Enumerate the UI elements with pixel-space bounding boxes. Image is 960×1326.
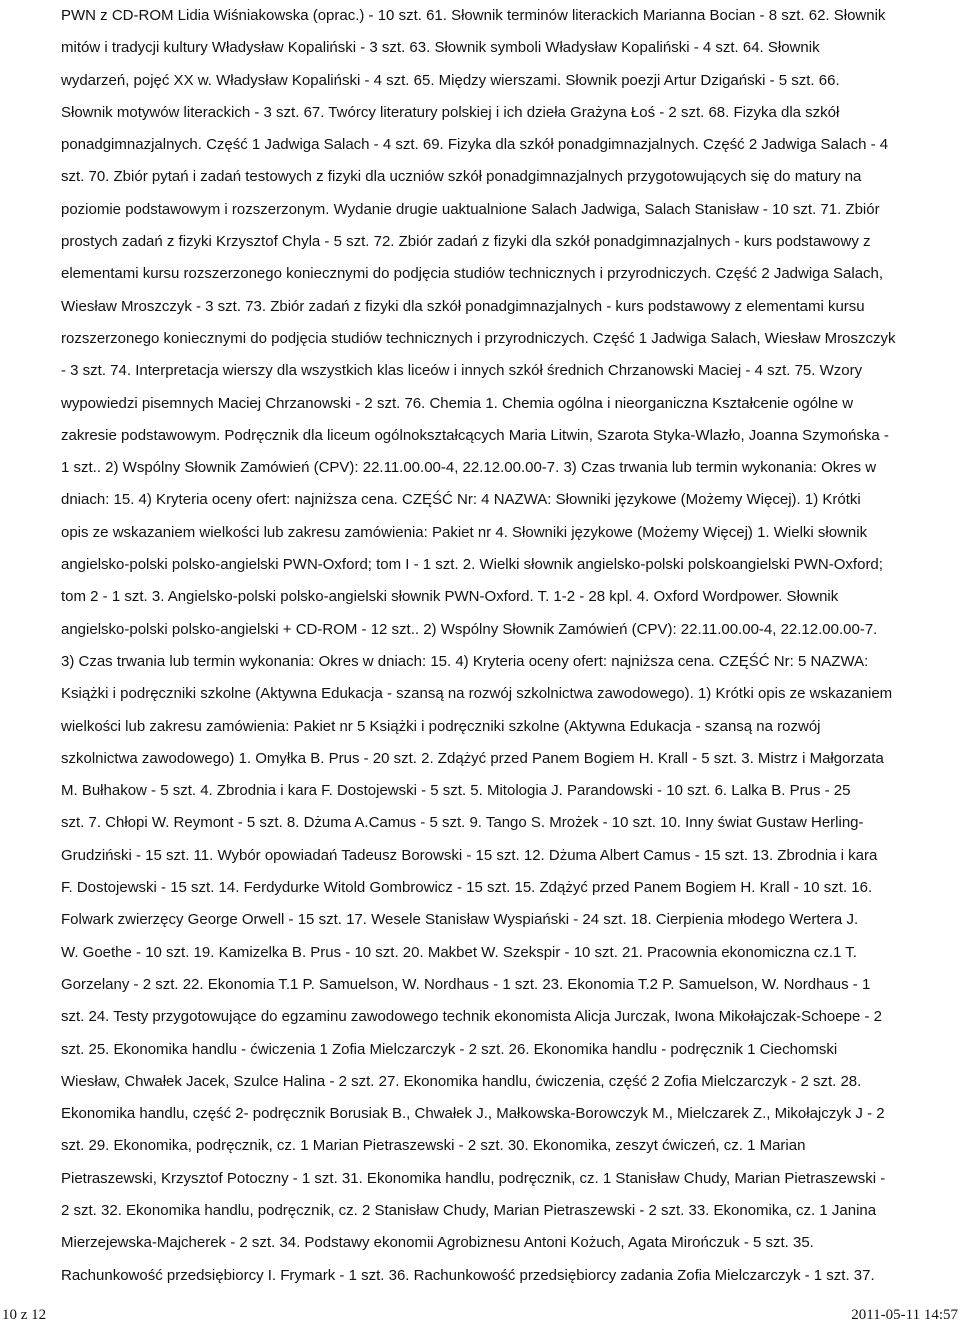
text-line: Mierzejewska-Majcherek - 2 szt. 34. Podstawy ekonomii Agrobiznesu Antoni Kożuch, Agata Mirończuk - 5 szt. 35.	[61, 1234, 814, 1252]
page-number: 10 z 12	[2, 1307, 47, 1323]
text-line: 3) Czas trwania lub termin wykonania: Okres w dniach: 15. 4) Kryteria oceny ofert: najniższa cena. CZĘŚĆ Nr: 5 NAZWA:	[61, 652, 869, 670]
text-line: Ekonomika handlu, część 2- podręcznik Borusiak B., Chwałek J., Małkowska-Borowczyk M., Mielczarek Z., Mikołajczyk J - 2	[61, 1105, 885, 1123]
text-line: M. Bułhakow - 5 szt. 4. Zbrodnia i kara F. Dostojewski - 5 szt. 5. Mitologia J. Parandowski - 10 szt. 6. Lalka B. Prus - 25	[61, 782, 851, 800]
text-line: zakresie podstawowym. Podręcznik dla liceum ogólnokształcących Maria Litwin, Szarota Styka-Wlazło, Joanna Szymońska -	[61, 426, 889, 444]
text-line: Wiesław, Chwałek Jacek, Szulce Halina - 2 szt. 27. Ekonomika handlu, ćwiczenia, część 2 Zofia Mielczarczyk - 2 szt. 28.	[61, 1072, 862, 1090]
text-line: opis ze wskazaniem wielkości lub zakresu zamówienia: Pakiet nr 4. Słowniki językowe (Możemy Więcej) 1. Wielki słownik	[61, 523, 868, 541]
text-line: poziomie podstawowym i rozszerzonym. Wydanie drugie uaktualnione Salach Jadwiga, Salach Stanisław - 10 szt. 71. Zbiór	[61, 200, 880, 218]
text-line: Rachunkowość przedsiębiorcy I. Frymark - 1 szt. 36. Rachunkowość przedsiębiorcy zadania Zofia Mielczarczyk - 1 szt. 37.	[61, 1266, 875, 1284]
document-body	[61, 0, 941, 1292]
text-line: Folwark zwierzęcy George Orwell - 15 szt. 17. Wesele Stanisław Wyspiański - 24 szt. 18. Cierpienia młodego Wertera J.	[61, 911, 859, 929]
text-line: Książki i podręczniki szkolne (Aktywna Edukacja - szansą na rozwój szkolnictwa zawodowego). 1) Krótki opis ze wskazaniem	[61, 685, 893, 703]
text-line: Gorzelany - 2 szt. 22. Ekonomia T.1 P. Samuelson, W. Nordhaus - 1 szt. 23. Ekonomia T.2 P. Samuelson, W. Nordhaus - 1	[61, 975, 871, 993]
print-timestamp: 2011-05-11 14:57	[851, 1307, 958, 1323]
text-line: prostych zadań z fizyki Krzysztof Chyla - 5 szt. 72. Zbiór zadań z fizyki dla szkół ponadgimnazjalnych - kurs podstawowy z	[61, 233, 871, 251]
text-line: Pietraszewski, Krzysztof Potoczny - 1 szt. 31. Ekonomika handlu, podręcznik, cz. 1 Stanisław Chudy, Marian Pietraszewski -	[61, 1169, 886, 1187]
text-line: W. Goethe - 10 szt. 19. Kamizelka B. Prus - 10 szt. 20. Makbet W. Szekspir - 10 szt. 21. Pracownia ekonomiczna cz.1 T.	[61, 943, 857, 961]
text-line: szt. 70. Zbiór pytań i zadań testowych z fizyki dla uczniów szkół ponadgimnazjalnych przygotowujących się do matury na	[61, 168, 862, 186]
text-line: tom 2 - 1 szt. 3. Angielsko-polski polsko-angielski słownik PWN-Oxford. T. 1-2 - 28 kpl. 4. Oxford Wordpower. Słownik	[61, 588, 839, 606]
text-line: mitów i tradycji kultury Władysław Kopaliński - 3 szt. 63. Słownik symboli Władysław Kopaliński - 4 szt. 64. Słownik	[61, 39, 820, 57]
text-line: Wiesław Mroszczyk - 3 szt. 73. Zbiór zadań z fizyki dla szkół ponadgimnazjalnych - kurs podstawowy z elementami kursu	[61, 297, 865, 315]
text-line: 2 szt. 32. Ekonomika handlu, podręcznik, cz. 2 Stanisław Chudy, Marian Pietraszewski - 2 szt. 33. Ekonomika, cz. 1 Janina	[61, 1201, 877, 1219]
text-line: szt. 7. Chłopi W. Reymont - 5 szt. 8. Dżuma A.Camus - 5 szt. 9. Tango S. Mrożek - 10 szt. 10. Inny świat Gustaw Herling-	[61, 814, 864, 832]
text-line: szt. 25. Ekonomika handlu - ćwiczenia 1 Zofia Mielczarczyk - 2 szt. 26. Ekonomika handlu - podręcznik 1 Ciechomski	[61, 1040, 838, 1058]
text-line: wydarzeń, pojęć XX w. Władysław Kopaliński - 4 szt. 65. Między wierszami. Słownik poezji Artur Dzigański - 5 szt. 66.	[61, 71, 840, 89]
text-line: szkolnictwa zawodowego) 1. Omyłka B. Prus - 20 szt. 2. Zdążyć przed Panem Bogiem H. Krall - 5 szt. 3. Mistrz i Małgorzata	[61, 749, 884, 767]
text-line: dniach: 15. 4) Kryteria oceny ofert: najniższa cena. CZĘŚĆ Nr: 4 NAZWA: Słowniki językowe (Możemy Więcej). 1) Krótki	[61, 491, 861, 509]
text-line: angielsko-polski polsko-angielski PWN-Oxford; tom I - 1 szt. 2. Wielki słownik angielsko-polski polskoangielski PWN-Oxford;	[61, 556, 883, 574]
text-line: szt. 24. Testy przygotowujące do egzaminu zawodowego technik ekonomista Alicja Jurczak, Iwona Mikołajczak-Schoepe - 2	[61, 1008, 882, 1026]
text-line: rozszerzonego koniecznymi do podjęcia studiów technicznych i przyrodniczych. Część 1 Jadwiga Salach, Wiesław Mroszczyk	[61, 329, 896, 347]
text-line: szt. 29. Ekonomika, podręcznik, cz. 1 Marian Pietraszewski - 2 szt. 30. Ekonomika, zeszyt ćwiczeń, cz. 1 Marian	[61, 1137, 806, 1155]
text-line: PWN z CD-ROM Lidia Wiśniakowska (oprac.) - 10 szt. 61. Słownik terminów literackich Marianna Bocian - 8 szt. 62. Słownik	[61, 7, 886, 24]
text-line: ponadgimnazjalnych. Część 1 Jadwiga Salach - 4 szt. 69. Fizyka dla szkół ponadgimnazjalnych. Część 2 Jadwiga Salach - 4	[61, 136, 889, 154]
text-line: angielsko-polski polsko-angielski + CD-ROM - 12 szt.. 2) Wspólny Słownik Zamówień (CPV): 22.11.00.00-4, 22.12.00.00-7.	[61, 620, 878, 638]
text-line: Słownik motywów literackich - 3 szt. 67. Twórcy literatury polskiej i ich dzieła Grażyna Łoś - 2 szt. 68. Fizyka dla szkół	[61, 103, 840, 121]
text-line: wielkości lub zakresu zamówienia: Pakiet nr 5 Książki i podręczniki szkolne (Aktywna Edukacja - szansą na rozwój	[61, 717, 821, 735]
text-line: elementami kursu rozszerzonego koniecznymi do podjęcia studiów technicznych i przyrodniczych. Część 2 Jadwiga Salach,	[61, 265, 884, 283]
text-line: - 3 szt. 74. Interpretacja wierszy dla wszystkich klas liceów i innych szkół średnich Chrzanowski Maciej - 4 szt. 75. Wzory	[61, 362, 863, 380]
text-line: Grudziński - 15 szt. 11. Wybór opowiadań Tadeusz Borowski - 15 szt. 12. Dżuma Albert Camus - 15 szt. 13. Zbrodnia i kara	[61, 846, 878, 864]
text-line: wypowiedzi pisemnych Maciej Chrzanowski - 2 szt. 76. Chemia 1. Chemia ogólna i nieorganiczna Kształcenie ogólne w	[61, 394, 854, 412]
text-line: 1 szt.. 2) Wspólny Słownik Zamówień (CPV): 22.11.00.00-4, 22.12.00.00-7. 3) Czas trwania lub termin wykonania: Okres w	[61, 459, 877, 477]
text-line: F. Dostojewski - 15 szt. 14. Ferdydurke Witold Gombrowicz - 15 szt. 15. Zdążyć przed Panem Bogiem H. Krall - 10 szt. 16.	[61, 879, 873, 897]
